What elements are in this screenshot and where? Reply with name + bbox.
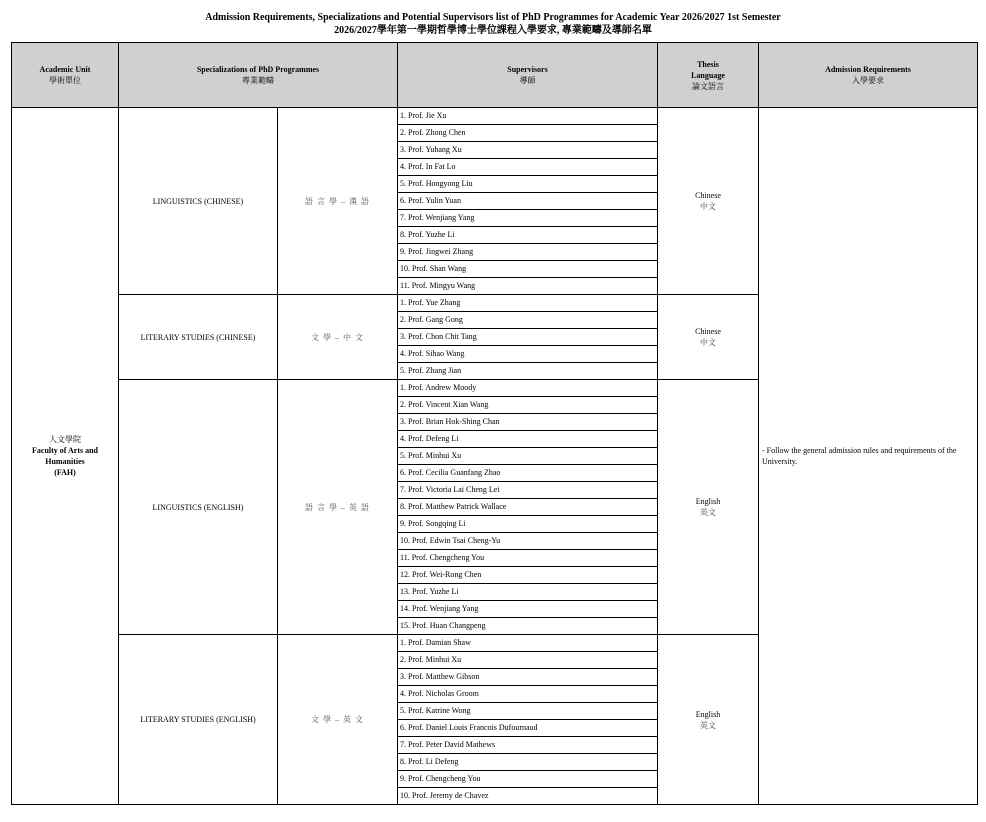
supervisor-cell: 1. Prof. Jie Xu [398,108,658,125]
specialization-zh-cell: 語 言 學 – 漢 語 [278,108,398,295]
header-admission-requirements [759,43,978,108]
header-thesis-language-zh: 論文語言 [692,81,724,91]
supervisor-cell: 1. Prof. Yue Zhang [398,295,658,312]
supervisor-cell: 2. Prof. Gang Gong [398,312,658,329]
supervisor-cell: 10. Prof. Edwin Tsai Cheng-Yu [398,533,658,550]
unit-name-en-line2: Humanities [45,457,85,466]
thesis-language-cell [658,380,759,635]
thesis-language-zh: 中文 [700,202,716,211]
supervisor-cell: 6. Prof. Yulin Yuan [398,193,658,210]
supervisor-cell: 4. Prof. Nicholas Groom [398,686,658,703]
header-specializations-zh: 專業範疇 [242,76,274,85]
header-academic-unit [12,43,119,108]
supervisor-cell: 15. Prof. Huan Changpeng [398,618,658,635]
supervisor-cell: 5. Prof. Zhang Jian [398,363,658,380]
table-header-row [12,43,978,108]
document-title-en: Admission Requirements, Specializations and Potential Supervisors list of PhD Programmes for Academic Year 2026/2027 1st Semester [205,12,781,23]
table-row [12,108,978,125]
supervisor-cell: 5. Prof. Minhui Xu [398,448,658,465]
supervisor-cell: 5. Prof. Hongyong Liu [398,176,658,193]
supervisor-cell: 9. Prof. Chengcheng You [398,771,658,788]
phd-programmes-table [11,42,978,805]
header-thesis-language [658,43,759,108]
supervisor-cell: 10. Prof. Shan Wang [398,261,658,278]
academic-unit-cell [12,108,119,805]
supervisor-cell: 12. Prof. Wei-Rong Chen [398,567,658,584]
supervisor-cell: 6. Prof. Daniel Louis Francois Dufournaud [398,720,658,737]
supervisor-cell: 5. Prof. Katrine Wong [398,703,658,720]
thesis-language-zh: 英文 [700,720,716,730]
thesis-language-cell [658,295,759,380]
header-academic-unit-zh: 學術單位 [49,76,81,85]
unit-abbreviation: (FAH) [54,468,76,477]
supervisor-cell: 4. Prof. In Fat Lo [398,159,658,176]
table-body [12,108,978,805]
specialization-en-cell: LITERARY STUDIES (CHINESE) [119,295,278,380]
supervisor-cell: 13. Prof. Yuzhe Li [398,584,658,601]
header-supervisors-zh: 導師 [519,76,536,85]
supervisor-cell: 8. Prof. Matthew Patrick Wallace [398,499,658,516]
thesis-language-zh: 英文 [700,508,716,517]
thesis-language-en: Chinese [695,191,721,200]
supervisor-cell: 2. Prof. Vincent Xian Wang [398,397,658,414]
specialization-en-cell: LITERARY STUDIES (ENGLISH) [119,635,278,805]
supervisor-cell: 2. Prof. Zhong Chen [398,125,658,142]
header-academic-unit-en: Academic Unit [39,65,91,74]
supervisor-cell: 9. Prof. Jingwei Zhang [398,244,658,261]
header-thesis-language-en1: Thesis [697,59,719,69]
header-supervisors [398,43,658,108]
supervisor-cell: 11. Prof. Mingyu Wang [398,278,658,295]
supervisor-cell: 3. Prof. Matthew Gibson [398,669,658,686]
supervisor-cell: 10. Prof. Jeremy de Chavez [398,788,658,805]
unit-name-en-line1: Faculty of Arts and [32,446,98,455]
thesis-language-cell [658,635,759,805]
supervisor-cell: 3. Prof. Chon Chit Tang [398,329,658,346]
unit-name-zh: 人文學院 [49,435,81,444]
supervisor-cell: 3. Prof. Brian Hok-Shing Chan [398,414,658,431]
supervisor-cell: 7. Prof. Wenjiang Yang [398,210,658,227]
specialization-zh-cell: 語 言 學 – 英 語 [278,380,398,635]
supervisor-cell: 1. Prof. Andrew Moody [398,380,658,397]
supervisor-cell: 9. Prof. Songqing Li [398,516,658,533]
supervisor-cell: 4. Prof. Defeng Li [398,431,658,448]
specialization-en-cell: LINGUISTICS (CHINESE) [119,108,278,295]
specialization-zh-cell: 文 學 – 英 文 [278,635,398,805]
thesis-language-en: English [695,709,721,719]
header-specializations-en: Specializations of PhD Programmes [196,65,320,74]
supervisor-cell: 8. Prof. Yuzhe Li [398,227,658,244]
thesis-language-en: English [695,497,721,506]
supervisor-cell: 14. Prof. Wenjiang Yang [398,601,658,618]
thesis-language-cell [658,108,759,295]
document-title-zh: 2026/2027學年第一學期哲學博士學位課程入學要求, 專業範疇及導師名單 [334,25,652,36]
supervisor-cell: 7. Prof. Peter David Mathews [398,737,658,754]
supervisor-cell: 2. Prof. Minhui Xu [398,652,658,669]
supervisor-cell: 4. Prof. Sihao Wang [398,346,658,363]
supervisor-cell: 6. Prof. Cecilia Guanfang Zhao [398,465,658,482]
supervisor-cell: 7. Prof. Victoria Lai Cheng Lei [398,482,658,499]
header-supervisors-en: Supervisors [507,65,548,74]
supervisor-cell: 11. Prof. Chengcheng You [398,550,658,567]
header-thesis-language-en2: Language [691,70,725,80]
thesis-language-zh: 中文 [700,338,716,347]
specialization-en-cell: LINGUISTICS (ENGLISH) [119,380,278,635]
thesis-language-en: Chinese [695,327,721,336]
header-admission-requirements-zh: 入學要求 [852,76,884,85]
admission-requirements-cell: - Follow the general admission rules and requirements of the University. [759,108,978,805]
supervisor-cell: 8. Prof. Li Defeng [398,754,658,771]
header-admission-requirements-en: Admission Requirements [825,65,911,74]
supervisor-cell: 3. Prof. Yuhang Xu [398,142,658,159]
supervisor-cell: 1. Prof. Damian Shaw [398,635,658,652]
header-specializations [119,43,398,108]
specialization-zh-cell: 文 學 – 中 文 [278,295,398,380]
